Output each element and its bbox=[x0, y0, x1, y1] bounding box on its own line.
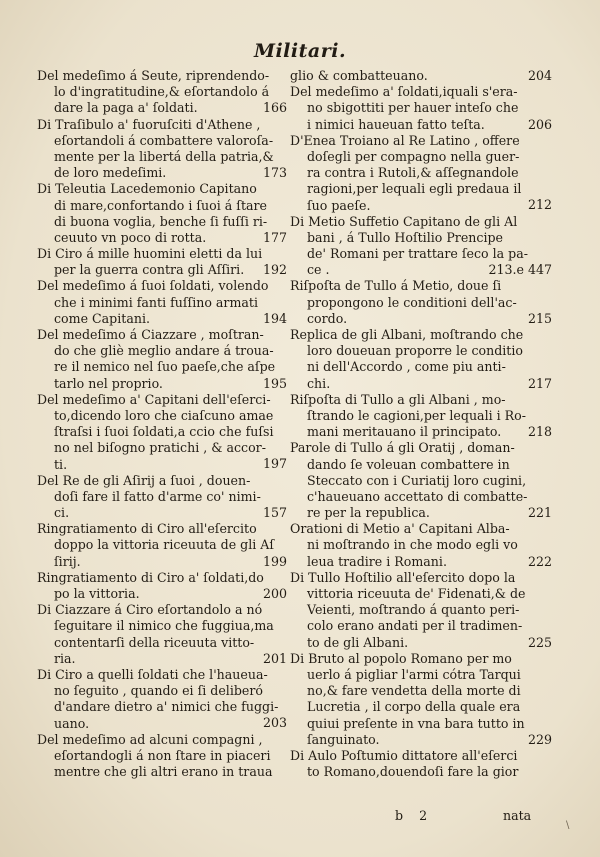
entry-line: Di Ciro á mille huomini eletti da lui bbox=[37, 246, 263, 262]
entry-line: Parole di Tullo á gli Oratij , doman- bbox=[290, 440, 515, 456]
entry-line: contentarſi della riceuuta vitto- bbox=[54, 634, 255, 650]
entry-line: lo d'ingratitudine,& eſortandolo á bbox=[54, 84, 270, 100]
index-entry bbox=[290, 84, 552, 133]
entry-line: mani meritauano il principato. bbox=[307, 424, 502, 440]
entry-line: bani , á Tullo Hoſtilio Prencipe bbox=[307, 229, 503, 245]
entry-line: Riſpoſta di Tullo a gli Albani , mo- bbox=[290, 391, 506, 407]
page-number: 225 bbox=[527, 634, 552, 650]
index-entry bbox=[290, 748, 552, 780]
index-entry bbox=[290, 278, 552, 327]
entry-line: mentre che gli altri erano in traua bbox=[54, 764, 273, 780]
entry-line: re per la republica. bbox=[307, 505, 430, 521]
entry-line: eſortandogli á non ſtare in piaceri bbox=[54, 747, 271, 763]
index-entry bbox=[37, 246, 287, 278]
entry-line: ce . bbox=[307, 262, 330, 278]
page-number: 212 bbox=[527, 197, 552, 213]
index-entry bbox=[290, 214, 552, 279]
index-entry bbox=[37, 68, 287, 117]
entry-line: de' Romani per trattare ſeco la pa- bbox=[307, 246, 528, 262]
entry-line: ni moſtrando in che modo egli vo bbox=[307, 537, 518, 553]
entry-line: Orationi di Metio a' Capitani Alba- bbox=[290, 521, 510, 537]
entry-line: doſegli per compagno nella guer- bbox=[307, 148, 520, 164]
entry-line: uerlo á pigliar l'armi cótra Tarqui bbox=[307, 666, 521, 682]
entry-line: Di Bruto al popolo Romano per mo bbox=[290, 650, 512, 666]
entry-line: Di Metio Suffetio Capitano de gli Al bbox=[290, 213, 518, 229]
entry-line: Del Re de gli Aſirij a ſuoi , douen- bbox=[37, 472, 251, 488]
entry-line: doppo la vittoria riceuuta de gli Aſ bbox=[54, 537, 275, 553]
index-entry bbox=[290, 570, 552, 651]
entry-line: vittoria riceuuta de' Fidenati,& de bbox=[307, 586, 526, 601]
page-number: 215 bbox=[527, 310, 552, 326]
page-number: 166 bbox=[262, 100, 287, 116]
entry-line: chi. bbox=[307, 375, 331, 391]
index-entry bbox=[37, 521, 287, 570]
entry-line: propongono le conditioni dell'ac- bbox=[307, 294, 517, 310]
entry-line: de loro medeſimi. bbox=[54, 165, 167, 181]
entry-line: per la guerra contra gli Aſſiri. bbox=[54, 262, 245, 278]
entry-line: Veienti, moſtrando á quanto peri- bbox=[307, 602, 520, 618]
entry-line: loro doueuan proporre le conditio bbox=[307, 343, 523, 359]
page-number: 157 bbox=[262, 505, 287, 521]
index-entry bbox=[37, 392, 287, 473]
page-number: 217 bbox=[527, 375, 552, 391]
index-entry bbox=[37, 602, 287, 667]
entry-line: leua tradire i Romani. bbox=[307, 553, 447, 569]
page-number: 221 bbox=[527, 505, 552, 521]
page-number: 203 bbox=[262, 715, 287, 731]
entry-line: D'Enea Troiano al Re Latino , offere bbox=[290, 132, 520, 148]
index-entry bbox=[290, 327, 552, 392]
entry-line: Replica de gli Albani, moſtrando che bbox=[290, 327, 524, 342]
entry-line: ni dell'Accordo , come piu anti- bbox=[307, 359, 506, 375]
entry-line: come Capitani. bbox=[54, 310, 150, 326]
index-entry bbox=[37, 181, 287, 246]
catchword: nata bbox=[503, 808, 532, 823]
entry-line: to,dicendo loro che ciaſcuno amae bbox=[54, 407, 274, 423]
entry-line: Di Ciro a quelli ſoldati che l'haueua- bbox=[37, 666, 268, 682]
entry-line: ria. bbox=[54, 650, 76, 666]
entry-line: ra contra i Rutoli,& aſſegnandole bbox=[307, 165, 519, 181]
entry-line: c'haueuano accettato di combatte- bbox=[307, 488, 528, 504]
left-column bbox=[37, 68, 287, 780]
entry-line: ſanguinato. bbox=[307, 731, 380, 747]
page-header: Militari. bbox=[253, 40, 347, 62]
entry-line: ceuuto vn poco di rotta. bbox=[54, 229, 207, 245]
entry-line: Del medeſimo a' ſoldati,iquali s'era- bbox=[290, 84, 518, 100]
entry-line: Ringratiamento di Ciro a' ſoldati,do bbox=[37, 569, 264, 585]
entry-line: ſtraſsi i ſuoi ſoldati,a ccio che fuſsi bbox=[54, 424, 274, 440]
page-number: 206 bbox=[527, 116, 552, 132]
entry-line: ti. bbox=[54, 456, 68, 472]
page-number: 177 bbox=[262, 229, 287, 245]
entry-line: to Romano,douendoſi fare la gior bbox=[307, 764, 519, 780]
page-number: 194 bbox=[262, 310, 287, 326]
entry-line: ſuo paeſe. bbox=[307, 197, 371, 213]
index-entry bbox=[290, 521, 552, 570]
entry-line: ſtrando le cagioni,per lequali i Ro- bbox=[307, 407, 526, 423]
entry-line: tarlo nel proprio. bbox=[54, 375, 163, 391]
index-entry bbox=[37, 732, 287, 781]
page-number: 199 bbox=[262, 553, 287, 569]
page-number: 213.e 447 bbox=[488, 262, 552, 278]
page-number: 173 bbox=[262, 165, 287, 181]
entry-line: ſirij. bbox=[54, 553, 81, 569]
entry-line: no nel biſogno pratichi , & accor- bbox=[54, 440, 266, 456]
page-number: 197 bbox=[262, 456, 287, 472]
entry-line: do che gliè meglio andare á troua- bbox=[54, 343, 274, 359]
entry-line: dare la paga a' ſoldati. bbox=[54, 100, 198, 116]
page-number: 204 bbox=[527, 67, 552, 83]
index-entry bbox=[37, 667, 287, 732]
entry-line: ſeguitare il nimico che fuggiua,ma bbox=[54, 618, 274, 634]
index-entry bbox=[290, 68, 552, 84]
entry-line: che i minimi fanti fuſſino armati bbox=[54, 294, 258, 310]
entry-line: no sbigottiti per hauer inteſo che bbox=[307, 100, 519, 116]
page-number: 229 bbox=[527, 731, 552, 747]
page-number: 218 bbox=[527, 424, 552, 440]
entry-line: di buona voglia, benche ſi fuſſi ri- bbox=[54, 213, 268, 229]
index-entry bbox=[290, 133, 552, 214]
entry-line: uano. bbox=[54, 715, 90, 731]
entry-line: po la vittoria. bbox=[54, 586, 140, 601]
entry-line: no,& fare vendetta della morte di bbox=[307, 683, 521, 699]
signature-mark: b 2 bbox=[395, 808, 434, 823]
entry-line: eſortandoli á combattere valoroſa- bbox=[54, 132, 274, 148]
entry-line: doſi fare il fatto d'arme co' nimi- bbox=[54, 488, 261, 504]
index-entry bbox=[290, 651, 552, 748]
index-entry bbox=[37, 117, 287, 182]
entry-line: Del medeſimo á Seute, riprendendo- bbox=[37, 68, 270, 83]
entry-line: no ſeguito , quando ei ſi deliberó bbox=[54, 683, 263, 699]
index-entry bbox=[290, 392, 552, 441]
entry-line: Di Aulo Poſtumio dittatore all'eſerci bbox=[290, 747, 518, 763]
page-number: 201 bbox=[262, 650, 287, 666]
entry-line: colo erano andati per il tradimen- bbox=[307, 618, 523, 634]
index-entry bbox=[37, 473, 287, 522]
entry-line: ci. bbox=[54, 505, 70, 521]
index-entry bbox=[37, 278, 287, 327]
entry-line: to de gli Albani. bbox=[307, 634, 409, 650]
entry-line: Riſpoſta de Tullo á Metio, doue ſi bbox=[290, 278, 502, 294]
index-entry bbox=[37, 327, 287, 392]
entry-line: Lucretia , il corpo della quale era bbox=[307, 699, 521, 715]
entry-line: quiui preſente in vna bara tutto in bbox=[307, 715, 525, 731]
entry-line: Ringratiamento di Ciro all'eſercito bbox=[37, 521, 257, 537]
entry-line: d'andare dietro a' nimici che fuggi- bbox=[54, 699, 279, 715]
margin-mark: \ bbox=[566, 820, 570, 831]
entry-line: di mare,confortando i ſuoi á ſtare bbox=[54, 197, 267, 213]
entry-line: Di Traſibulo a' fuoruſciti d'Athene , bbox=[37, 116, 261, 132]
entry-line: i nimici haueuan fatto teſta. bbox=[307, 116, 485, 132]
entry-line: glio & combatteuano. bbox=[290, 68, 428, 83]
entry-line: Del medeſimo á Ciazzare , moſtran- bbox=[37, 327, 264, 342]
index-entry bbox=[37, 570, 287, 602]
page-number: 192 bbox=[262, 262, 287, 278]
page-number: 200 bbox=[262, 585, 287, 601]
entry-line: mente per la libertá della patria,& bbox=[54, 148, 274, 164]
right-column bbox=[290, 68, 552, 780]
entry-line: Del medeſimo ad alcuni compagni , bbox=[37, 731, 263, 747]
entry-line: Steccato con i Curiatij loro cugini, bbox=[307, 472, 527, 488]
entry-line: Di Teleutia Lacedemonio Capitano bbox=[37, 181, 257, 197]
page-number: 222 bbox=[527, 553, 552, 569]
index-entry bbox=[290, 440, 552, 521]
entry-line: re il nemico nel ſuo paeſe,che aſpe bbox=[54, 359, 276, 375]
entry-line: Di Ciazzare á Ciro eſortandolo a nó bbox=[37, 602, 263, 618]
entry-line: Del medeſimo á ſuoi ſoldati, volendo bbox=[37, 278, 269, 294]
entry-line: Di Tullo Hoſtilio all'eſercito dopo la bbox=[290, 569, 516, 585]
entry-line: ragioni,per lequali egli predaua il bbox=[307, 181, 522, 197]
entry-line: Del medeſimo a' Capitani dell'eſerci- bbox=[37, 391, 271, 407]
page-number: 195 bbox=[262, 375, 287, 391]
entry-line: dando ſe voleuan combattere in bbox=[307, 456, 510, 472]
entry-line: cordo. bbox=[307, 310, 348, 326]
